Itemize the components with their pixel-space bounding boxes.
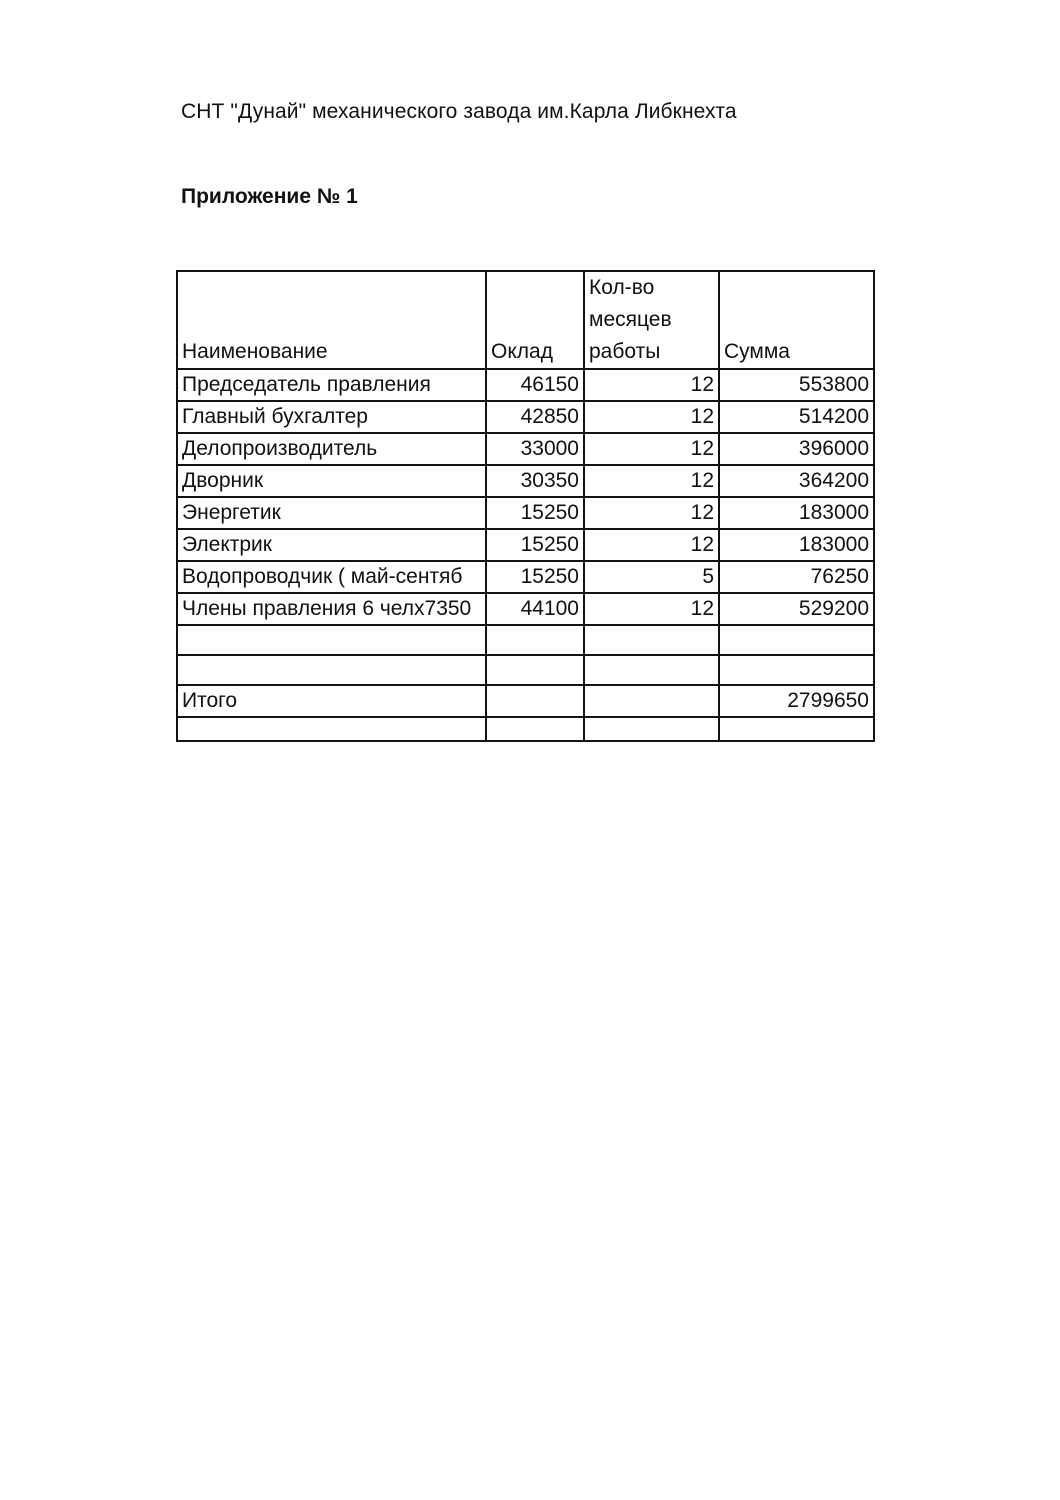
empty-cell — [177, 625, 486, 655]
empty-cell — [719, 625, 874, 655]
row-sum: 76250 — [719, 561, 874, 593]
row-months: 12 — [584, 433, 719, 465]
row-months: 12 — [584, 369, 719, 401]
header-name: Наименование — [177, 271, 486, 369]
table-row — [177, 593, 874, 625]
table-row — [177, 433, 874, 465]
row-salary: 15250 — [486, 561, 584, 593]
row-months: 12 — [584, 593, 719, 625]
row-name: Главный бухгалтер — [177, 401, 486, 433]
row-salary: 44100 — [486, 593, 584, 625]
organization-title: СНТ "Дунай" механического завода им.Карла Либкнехта — [181, 100, 737, 123]
empty-cell — [486, 685, 584, 717]
table-row — [177, 401, 874, 433]
row-sum: 514200 — [719, 401, 874, 433]
row-months: 12 — [584, 465, 719, 497]
empty-cell — [719, 655, 874, 685]
row-sum: 529200 — [719, 593, 874, 625]
total-row — [177, 685, 874, 717]
header-months-line1: Кол-во — [589, 276, 655, 299]
row-months: 12 — [584, 529, 719, 561]
row-name: Председатель правления — [177, 369, 486, 401]
row-salary: 15250 — [486, 529, 584, 561]
row-salary: 33000 — [486, 433, 584, 465]
total-label: Итого — [177, 685, 486, 717]
row-salary: 15250 — [486, 497, 584, 529]
row-sum: 396000 — [719, 433, 874, 465]
row-months: 12 — [584, 401, 719, 433]
row-salary: 42850 — [486, 401, 584, 433]
empty-cell — [584, 655, 719, 685]
table-row — [177, 561, 874, 593]
empty-cell — [486, 655, 584, 685]
row-name: Делопроизводитель — [177, 433, 486, 465]
row-name: Электрик — [177, 529, 486, 561]
empty-cell — [584, 685, 719, 717]
row-sum: 183000 — [719, 497, 874, 529]
header-months-line2: месяцев — [589, 308, 672, 331]
row-name: Энергетик — [177, 497, 486, 529]
row-name: Члены правления 6 челх7350 — [177, 593, 486, 625]
row-months: 12 — [584, 497, 719, 529]
empty-cell — [584, 625, 719, 655]
empty-row — [177, 655, 874, 685]
table-header-row — [177, 271, 874, 369]
row-name: Дворник — [177, 465, 486, 497]
row-salary: 46150 — [486, 369, 584, 401]
empty-cell — [584, 717, 719, 741]
empty-cell — [719, 717, 874, 741]
table-row — [177, 497, 874, 529]
appendix-title: Приложение № 1 — [181, 185, 358, 208]
row-months: 5 — [584, 561, 719, 593]
table-row — [177, 465, 874, 497]
row-sum: 553800 — [719, 369, 874, 401]
table-row — [177, 369, 874, 401]
empty-cell — [177, 717, 486, 741]
header-sum: Сумма — [719, 271, 874, 369]
row-name: Водопроводчик ( май-сентяб — [177, 561, 486, 593]
header-months-line3: работы — [589, 340, 661, 363]
salary-table — [176, 270, 875, 742]
total-sum: 2799650 — [719, 685, 874, 717]
empty-row — [177, 717, 874, 741]
header-months — [584, 271, 719, 369]
empty-cell — [486, 625, 584, 655]
table-row — [177, 529, 874, 561]
empty-cell — [177, 655, 486, 685]
empty-row — [177, 625, 874, 655]
row-sum: 364200 — [719, 465, 874, 497]
row-sum: 183000 — [719, 529, 874, 561]
header-salary: Оклад — [486, 271, 584, 369]
row-salary: 30350 — [486, 465, 584, 497]
empty-cell — [486, 717, 584, 741]
